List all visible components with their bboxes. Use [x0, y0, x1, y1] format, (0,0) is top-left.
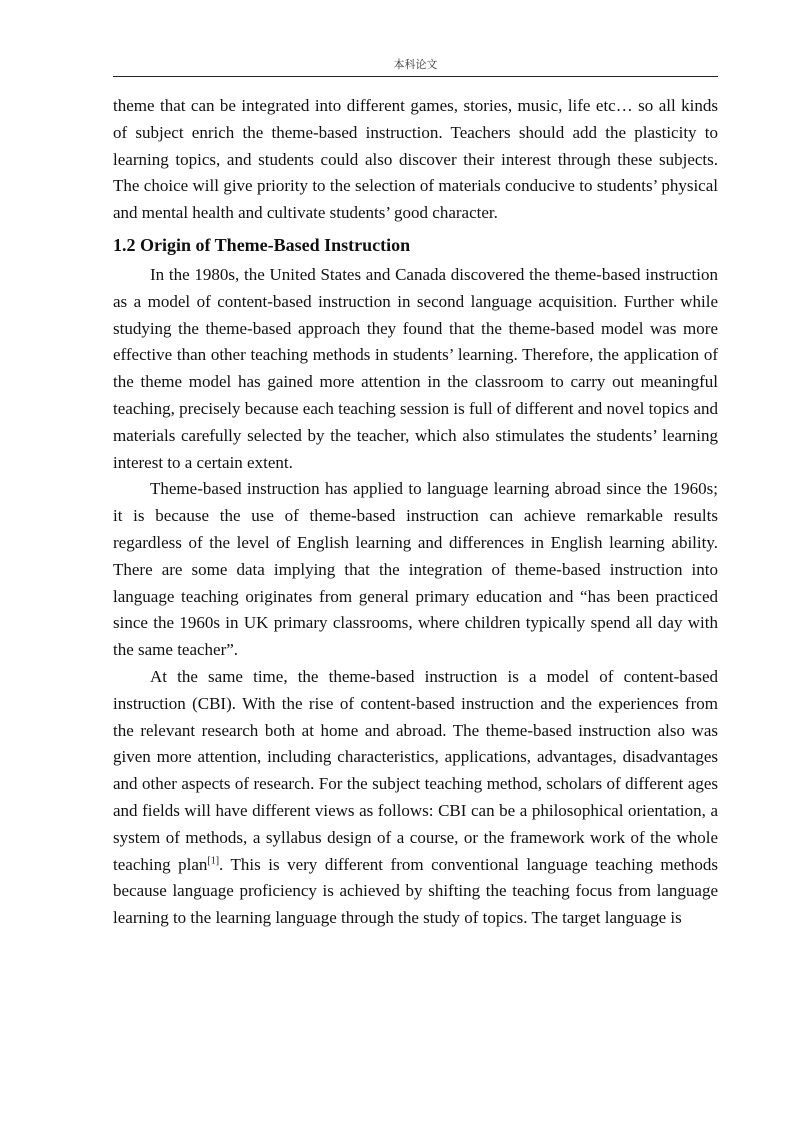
- paragraph-history: Theme-based instruction has applied to language learning abroad since the 1960s; it is because the use of theme-based instruction can achieve remarkable results regardless of the level of English learning and differences in English learning ability. There are some data implying that the integration of theme-based instruction into language teaching originates from general primary education and “has been practiced since the 1960s in UK primary classrooms, where children typically spend all day with the same teacher”.: [113, 479, 718, 660]
- section-heading: 1.2 Origin of Theme-Based Instruction: [113, 234, 411, 255]
- paragraph-origin: In the 1980s, the United States and Canada discovered the theme-based instruction as a model of content-based instruction in second language acquisition. Further while studying the theme-based approach they found that the theme-based model was more effective than other teaching methods in students’ learning. Therefore, the application of the theme model has gained more attention in the classroom to carry out meaningful teaching, precisely because each teaching session is full of different and novel topics and materials carefully selected by the teacher, which also stimulates the students’ learning interest to a certain extent.: [113, 264, 718, 472]
- paragraph-cbi-part2: . This is very different from conventional language teaching methods because language proficiency is achieved by shifting the teaching focus from language learning to the learning language through the study of topics. The target language is: [113, 854, 718, 928]
- paragraph-cbi-part1: At the same time, the theme-based instruction is a model of content-based instruction (CBI). With the rise of content-based instruction and the experiences from the relevant research both at home and abroad. The theme-based instruction also was given more attention, including characteristics, applications, advantages, disadvantages and other aspects of research. For the subject teaching method, scholars of different ages and fields will have different views as follows: CBI can be a philosophical orientation, a system of methods, a syllabus design of a course, or the framework work of the whole teaching plan: [113, 666, 718, 874]
- page-header-title: 本科论文: [393, 58, 438, 71]
- paragraph-cbi: [113, 664, 718, 932]
- document-body: [113, 93, 718, 932]
- paragraph-continuation: theme that can be integrated into different games, stories, music, life etc… so all kinds of subject enrich the theme-based instruction. Teachers should add the plasticity to learning topics, and students could also discover their interest through these subjects. The choice will give priority to the selection of materials conducive to students’ physical and mental health and cultivate students’ good character.: [113, 96, 718, 223]
- header-divider: [113, 76, 718, 77]
- citation-reference[interactable]: [1]: [207, 854, 220, 866]
